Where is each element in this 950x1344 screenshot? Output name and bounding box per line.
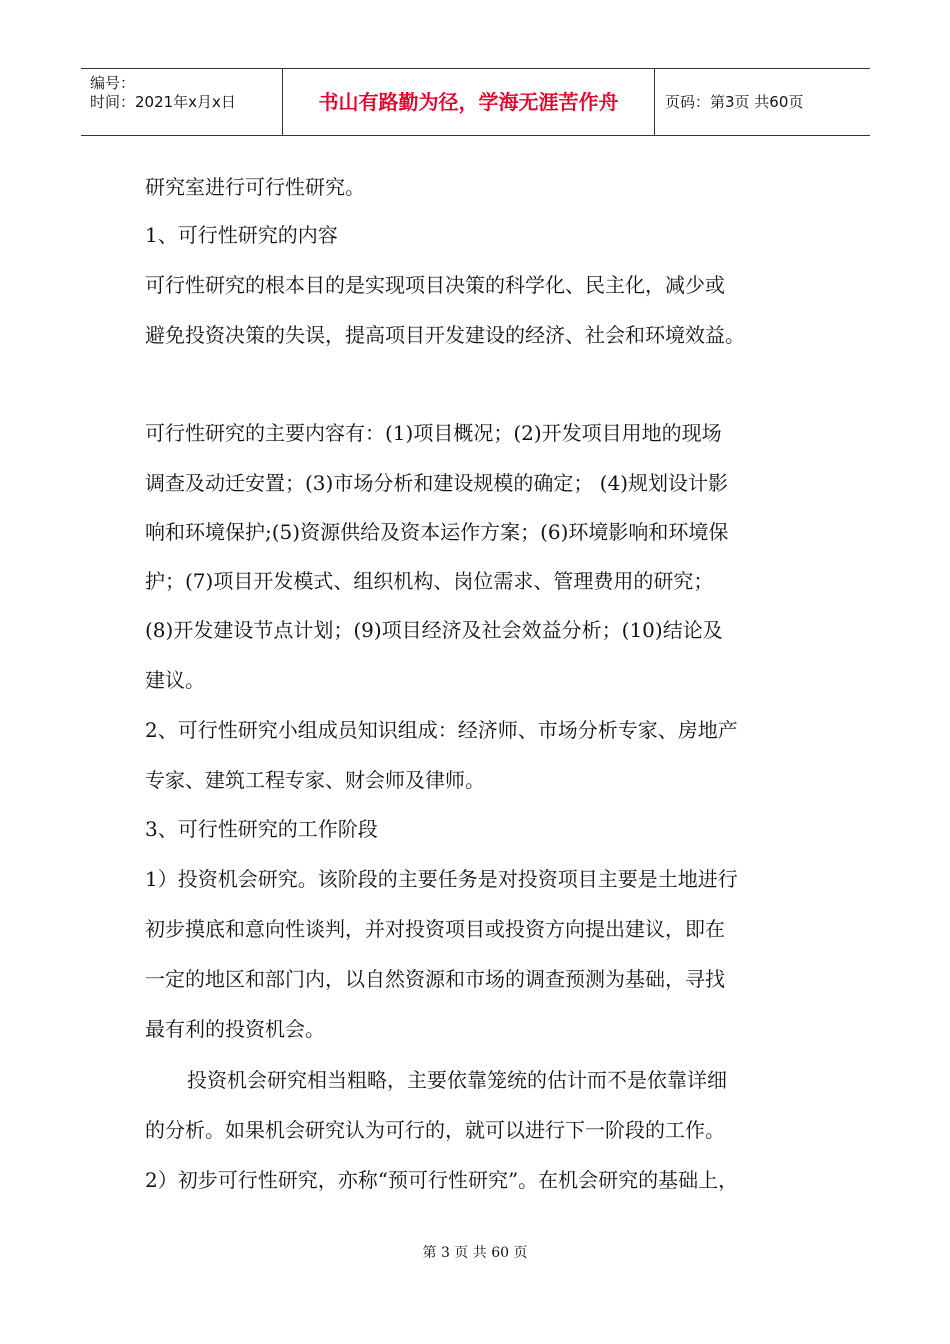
header-motto: 书山有路勤为径，学海无涯苦作舟 [283,69,655,135]
time-label: 时间：2021年x月x日 [90,93,236,111]
body-line: 护；(7)项目开发模式、组织机构、岗位需求、管理费用的研究； [145,569,714,593]
section-heading: 3、可行性研究的工作阶段 [145,817,378,841]
body-line: 响和环境保护;(5)资源供给及资本运作方案；(6)环境影响和环境保 [145,520,729,544]
body-line: 研究室进行可行性研究。 [145,175,365,199]
body-line: 可行性研究的主要内容有：(1)项目概况；(2)开发项目用地的现场 [145,421,722,445]
header-meta [81,69,283,135]
body-line: 专家、建筑工程专家、财会师及律师。 [145,768,485,792]
body-line: 投资机会研究相当粗略，主要依靠笼统的估计而不是依靠详细 [187,1068,727,1092]
code-label: 编号： [90,74,136,92]
body-line: 避免投资决策的失误，提高项目开发建设的经济、社会和环境效益。 [145,323,745,347]
body-line: 初步摸底和意向性谈判，并对投资项目或投资方向提出建议，即在 [145,917,725,941]
body-line: 调查及动迁安置；(3)市场分析和建设规模的确定； (4)规划设计影 [145,471,729,495]
body-line: 可行性研究的根本目的是实现项目决策的科学化、民主化，减少或 [145,273,725,297]
body-line: 1）投资机会研究。该阶段的主要任务是对投资项目主要是土地进行 [145,867,738,891]
body-line: 的分析。如果机会研究认为可行的，就可以进行下一阶段的工作。 [145,1118,725,1142]
body-line: 建议。 [145,668,205,692]
body-line: 2）初步可行性研究，亦称“预可行性研究”。在机会研究的基础上， [145,1168,739,1192]
page-footer: 第 3 页 共 60 页 [422,1245,528,1261]
section-heading: 1、可行性研究的内容 [145,223,338,247]
body-line: 一定的地区和部门内，以自然资源和市场的调查预测为基础，寻找 [145,967,725,991]
header-page-info: 页码：第3页 共60页 [665,93,804,111]
body-line: (8)开发建设节点计划；(9)项目经济及社会效益分析；(10)结论及 [145,618,723,642]
page-header [81,68,870,136]
body-line: 最有利的投资机会。 [145,1017,325,1041]
section-heading: 2、可行性研究小组成员知识组成：经济师、市场分析专家、房地产 [145,718,738,742]
